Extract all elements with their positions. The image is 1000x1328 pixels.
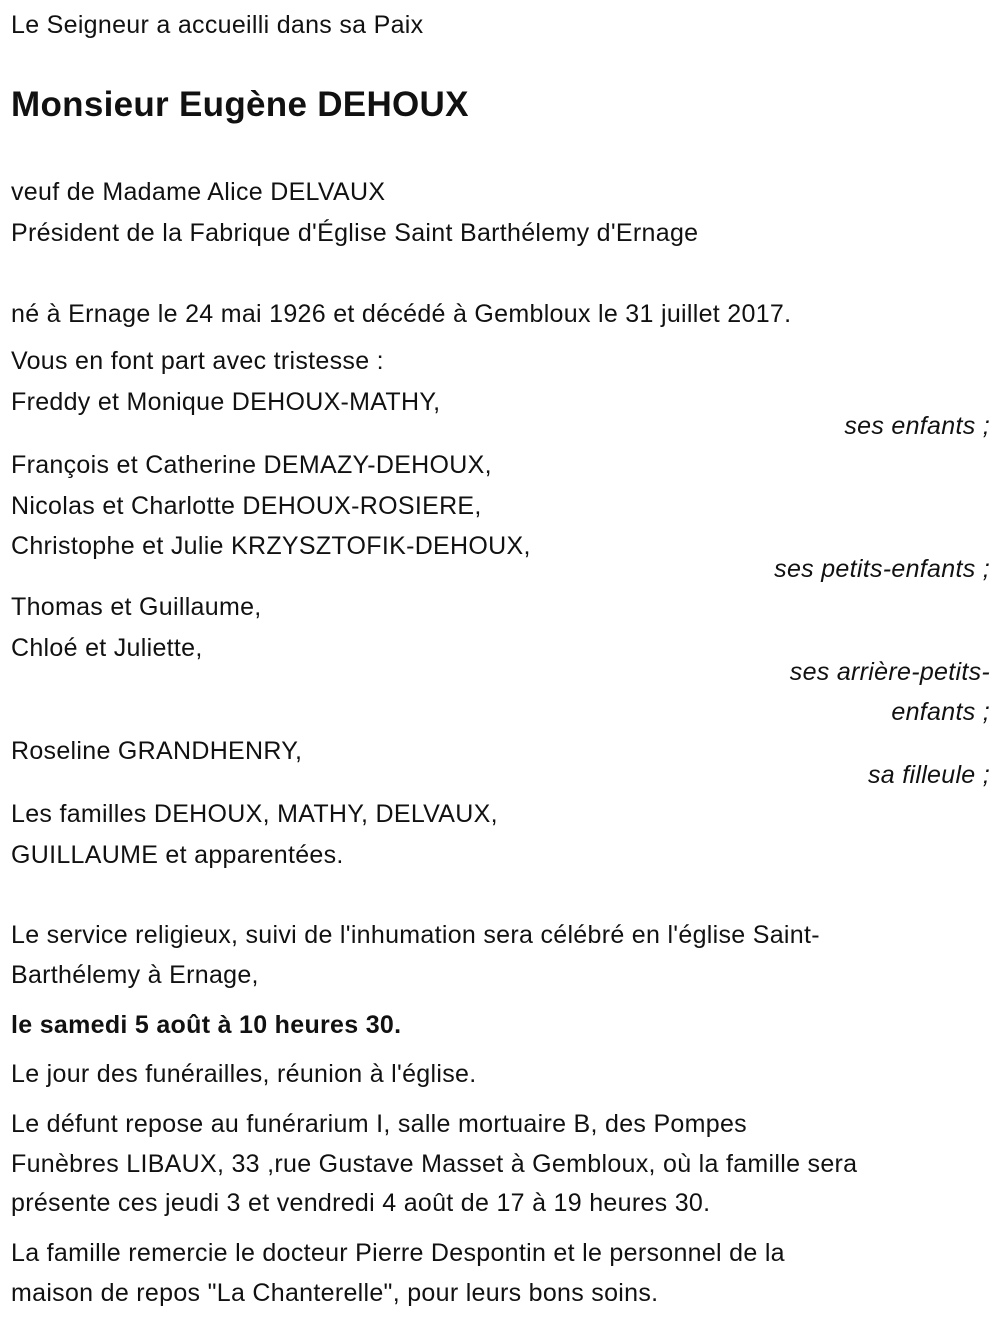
grandchildren-line: Nicolas et Charlotte DEHOUX-ROSIERE, [11,492,482,520]
families-line: GUILLAUME et apparentées. [11,841,344,869]
rest-line: Le défunt repose au funérarium I, salle mortuaire B, des Pompes [11,1110,747,1138]
deceased-name: Monsieur Eugène DEHOUX [11,85,469,124]
grandchildren-line: Christophe et Julie KRZYSZTOFIK-DEHOUX, [11,532,531,560]
children-line: Freddy et Monique DEHOUX-MATHY, [11,388,441,416]
goddaughter-line: Roseline GRANDHENRY, [11,737,303,765]
family-intro: Vous en font part avec tristesse : [11,347,384,375]
service-line: Le service religieux, suivi de l'inhumation sera célébré en l'église Saint- [11,921,820,949]
great-grandchildren-line: Chloé et Juliette, [11,634,203,662]
goddaughter-label: sa filleule ; [867,761,990,789]
great-grandchildren-label: enfants ; [891,698,990,726]
great-grandchildren-label: ses arrière-petits- [789,658,990,686]
grandchildren-line: François et Catherine DEMAZY-DEHOUX, [11,451,492,479]
meeting-text: Le jour des funérailles, réunion à l'église. [11,1060,477,1088]
thanks-line: La famille remercie le docteur Pierre Despontin et le personnel de la [11,1239,785,1267]
thanks-line: maison de repos "La Chanterelle", pour leurs bons soins. [11,1279,659,1307]
children-label: ses enfants ; [844,412,990,440]
widower-text: veuf de Madame Alice DELVAUX [11,178,386,206]
role-text: Président de la Fabrique d'Église Saint Barthélemy d'Ernage [11,219,699,247]
intro-text: Le Seigneur a accueilli dans sa Paix [11,11,424,39]
service-date: le samedi 5 août à 10 heures 30. [11,1011,402,1039]
great-grandchildren-line: Thomas et Guillaume, [11,593,262,621]
dates-text: né à Ernage le 24 mai 1926 et décédé à Gembloux le 31 juillet 2017. [11,300,792,328]
rest-line: Funèbres LIBAUX, 33 ,rue Gustave Masset à Gembloux, où la famille sera [11,1150,858,1178]
families-line: Les familles DEHOUX, MATHY, DELVAUX, [11,800,498,828]
grandchildren-label: ses petits-enfants ; [774,555,990,583]
service-line: Barthélemy à Ernage, [11,961,259,989]
rest-line: présente ces jeudi 3 et vendredi 4 août de 17 à 19 heures 30. [11,1189,711,1217]
